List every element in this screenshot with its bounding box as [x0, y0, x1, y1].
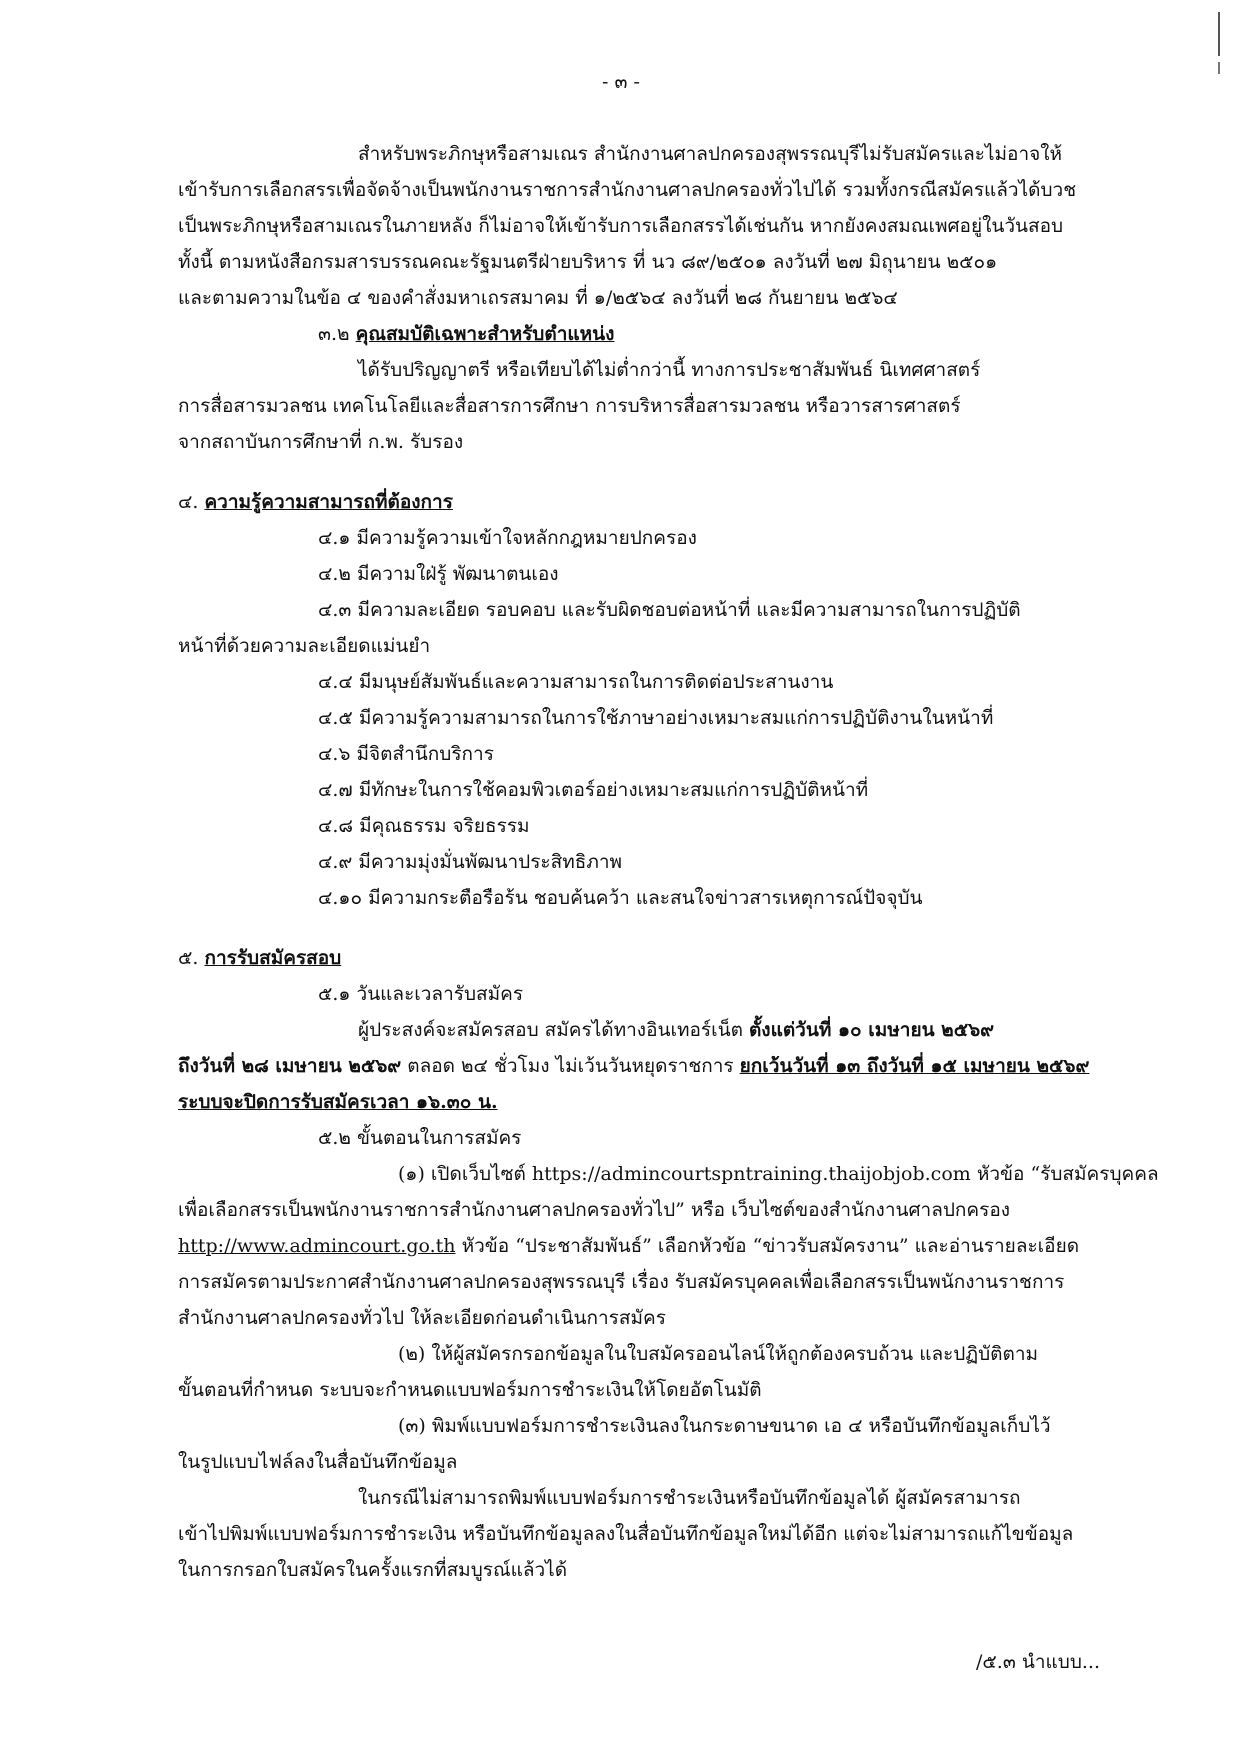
item-4-8: ๔.๘ มีคุณธรรม จริยธรรม	[318, 815, 530, 837]
note-line-2: เข้าไปพิมพ์แบบฟอร์มการชำระเงิน หรือบันทึกข้อมูลลงในสื่อบันทึกข้อมูลใหม่ได้อีก แต่จะไม่สามารถแก้ไขข้อมูล	[178, 1523, 1074, 1545]
section-3-2-heading	[318, 322, 1102, 346]
step-1-line-4: การสมัครตามประกาศสำนักงานศาลปกครองสุพรรณบุรี เรื่อง รับสมัครบุคคลเพื่อเลือกสรรเป็นพนักงานราชการ	[178, 1271, 1065, 1293]
item-4-7: ๔.๗ มีทักษะในการใช้คอมพิวเตอร์อย่างเหมาะสมแก่การปฏิบัติหน้าที่	[318, 779, 869, 801]
step-1-line-3-text: หัวข้อ “ประชาสัมพันธ์” เลือกหัวข้อ “ข่าวรับสมัครงาน” และอ่านรายละเอียด	[455, 1235, 1080, 1257]
section-5-1-line-3	[178, 1090, 1102, 1114]
section-5-2-title: ๕.๒ ขั้นตอนในการสมัคร	[318, 1127, 522, 1149]
step-1-line-3	[178, 1234, 1102, 1258]
section-3-2-number: ๓.๒	[318, 323, 350, 345]
section-5-heading	[178, 946, 1102, 970]
item-4-3: ๔.๓ มีความละเอียด รอบคอบ และรับผิดชอบต่อหน้าที่ และมีความสามารถในการปฏิบัติ	[318, 599, 1021, 621]
section-5-1-line-2	[178, 1054, 1102, 1078]
intro-line-3: เป็นพระภิกษุหรือสามเณรในภายหลัง ก็ไม่อาจให้เข้ารับการเลือกสรรได้เช่นกัน หากยังคงสมณเพศอยู่ในวันสอบ	[178, 215, 1064, 237]
application-end-date: ถึงวันที่ ๒๘ เมษายน ๒๕๖๙	[178, 1055, 402, 1077]
item-4-6: ๔.๖ มีจิตสำนึกบริการ	[318, 743, 494, 765]
step-1-line-1	[398, 1162, 1159, 1186]
section-3-2-line-2: การสื่อสารมวลชน เทคโนโลยีและสื่อสารการศึกษา การบริหารสื่อสารมวลชน หรือวารสารศาสตร์	[178, 395, 961, 417]
step-1-line-2: เพื่อเลือกสรรเป็นพนักงานราชการสำนักงานศาลปกครองทั่วไป” หรือ เว็บไซต์ของสำนักงานศาลปกครอง	[178, 1199, 1011, 1221]
intro-line-1: สำหรับพระภิกษุหรือสามเณร สำนักงานศาลปกครองสุพรรณบุรีไม่รับสมัครและไม่อาจให้	[358, 143, 1063, 165]
section-4-number: ๔.	[178, 491, 199, 513]
continuation-footer: /๕.๓ นำแบบ...	[976, 1651, 1100, 1673]
step-1-line-5: สำนักงานศาลปกครองทั่วไป ให้ละเอียดก่อนดำเนินการสมัคร	[178, 1307, 666, 1329]
section-3-2-title: คุณสมบัติเฉพาะสำหรับตำแหน่ง	[355, 323, 615, 345]
section-5-1-line-1	[358, 1018, 1102, 1042]
section-3-2-line-3: จากสถาบันการศึกษาที่ ก.พ. รับรอง	[178, 431, 464, 453]
item-4-5: ๔.๕ มีความรู้ความสามารถในการใช้ภาษาอย่างเหมาะสมแก่การปฏิบัติงานในหน้าที่	[318, 707, 994, 729]
item-4-2: ๔.๒ มีความใฝ่รู้ พัฒนาตนเอง	[318, 563, 559, 585]
item-4-3-continued: หน้าที่ด้วยความละเอียดแม่นยำ	[178, 635, 431, 657]
intro-line-4: ทั้งนี้ ตามหนังสือกรมสารบรรณคณะรัฐมนตรีฝ่ายบริหาร ที่ นว ๘๙/๒๕๐๑ ลงวันที่ ๒๗ มิถุนายน ๒๕๐๑	[178, 251, 998, 273]
step-3-line-1: (๓) พิมพ์แบบฟอร์มการชำระเงินลงในกระดาษขนาด เอ ๔ หรือบันทึกข้อมูลเก็บไว้	[398, 1415, 1051, 1437]
item-4-10: ๔.๑๐ มีความกระตือรือร้น ชอบค้นคว้า และสนใจข่าวสารเหตุการณ์ปัจจุบัน	[318, 887, 923, 909]
scan-mark	[1218, 12, 1220, 56]
item-4-9: ๔.๙ มีความมุ่งมั่นพัฒนาประสิทธิภาพ	[318, 851, 623, 873]
application-excluded-dates: ยกเว้นวันที่ ๑๓ ถึงวันที่ ๑๕ เมษายน ๒๕๖๙	[739, 1055, 1090, 1077]
section-5-1-text: ผู้ประสงค์จะสมัครสอบ สมัครได้ทางอินเทอร์เน็ต	[358, 1019, 749, 1041]
step-2-line-2: ขั้นตอนที่กำหนด ระบบจะกำหนดแบบฟอร์มการชำระเงินให้โดยอัตโนมัติ	[178, 1379, 762, 1401]
item-4-4: ๔.๔ มีมนุษย์สัมพันธ์และความสามารถในการติดต่อประสานงาน	[318, 671, 834, 693]
section-5-number: ๕.	[178, 947, 199, 969]
section-5-1-title: ๕.๑ วันและเวลารับสมัคร	[318, 983, 524, 1005]
step-1-label: (๑) เปิดเว็บไซต์	[398, 1163, 532, 1185]
admincourt-website-link[interactable]: http://www.admincourt.go.th	[178, 1235, 456, 1257]
note-line-3: ในการกรอกใบสมัครในครั้งแรกที่สมบูรณ์แล้วได้	[178, 1559, 568, 1581]
step-3-line-2: ในรูปแบบไฟล์ลงในสื่อบันทึกข้อมูล	[178, 1451, 458, 1473]
section-3-2-line-1: ได้รับปริญญาตรี หรือเทียบได้ไม่ต่ำกว่านี้ ทางการประชาสัมพันธ์ นิเทศศาสตร์	[358, 359, 981, 381]
intro-line-5: และตามความในข้อ ๔ ของคำสั่งมหาเถรสมาคม ที่ ๑/๒๕๖๔ ลงวันที่ ๒๘ กันยายน ๒๕๖๔	[178, 287, 898, 309]
section-5-title: การรับสมัครสอบ	[204, 947, 342, 969]
application-start-date: ตั้งแต่วันที่ ๑๐ เมษายน ๒๕๖๙	[748, 1019, 995, 1041]
application-closing-time: ระบบจะปิดการรับสมัครเวลา ๑๖.๓๐ น.	[178, 1091, 498, 1113]
section-4-title: ความรู้ความสามารถที่ต้องการ	[204, 491, 453, 513]
item-4-1: ๔.๑ มีความรู้ความเข้าใจหลักกฎหมายปกครอง	[318, 527, 697, 549]
intro-line-2: เข้ารับการเลือกสรรเพื่อจัดจ้างเป็นพนักงานราชการสำนักงานศาลปกครองทั่วไปได้ รวมทั้งกรณีสมัครแล้วได้บวช	[178, 179, 1077, 201]
step-1-topic: หัวข้อ “รับสมัครบุคคล	[970, 1163, 1159, 1185]
section-4-heading	[178, 490, 1102, 514]
section-5-1-hours: ตลอด ๒๔ ชั่วโมง ไม่เว้นวันหยุดราชการ	[401, 1055, 740, 1077]
note-line-1: ในกรณีไม่สามารถพิมพ์แบบฟอร์มการชำระเงินหรือบันทึกข้อมูลได้ ผู้สมัครสามารถ	[358, 1487, 1021, 1509]
page-number: - ๓ -	[602, 71, 640, 93]
step-2-line-1: (๒) ให้ผู้สมัครกรอกข้อมูลในใบสมัครออนไลน์ให้ถูกต้องครบถ้วน และปฏิบัติตาม	[398, 1343, 1039, 1365]
application-website-link[interactable]: https://admincourtspntraining.thaijobjob.com	[531, 1163, 971, 1185]
